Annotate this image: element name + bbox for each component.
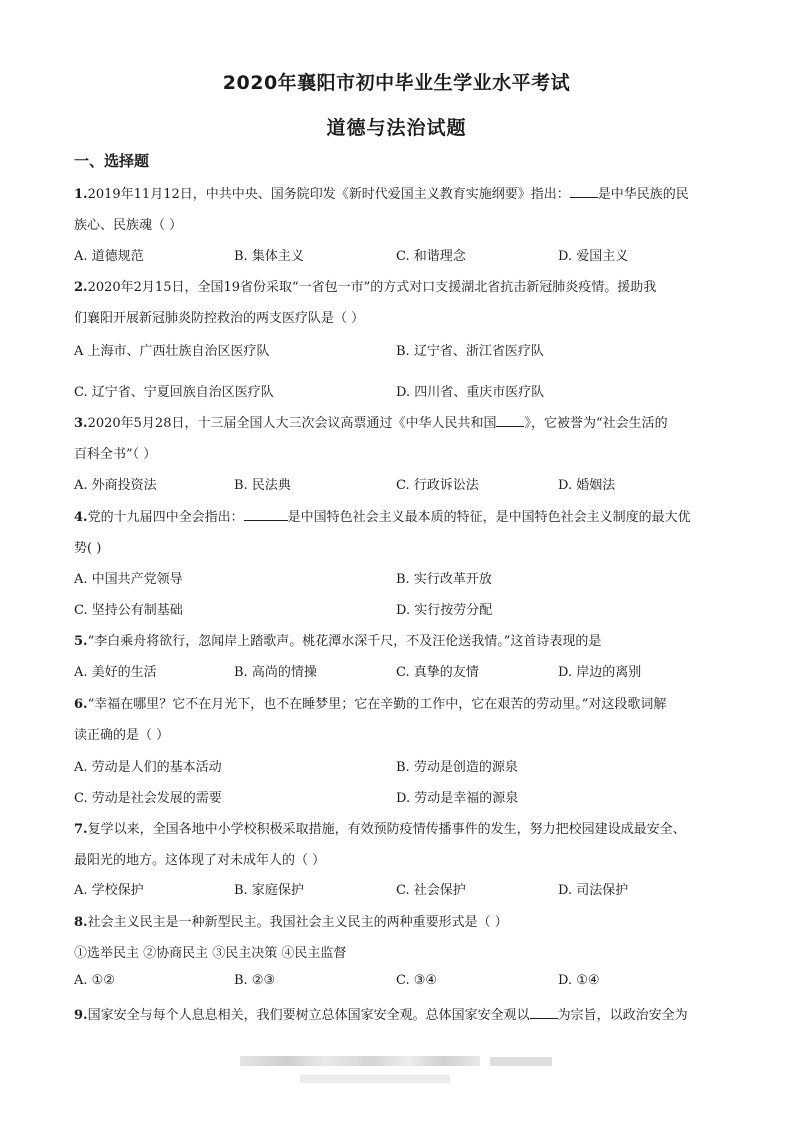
q3-option-d: D. 婚姻法 (558, 478, 616, 493)
question-3-line-2: 百科全书”（ ） (74, 447, 157, 462)
q2-option-a: A 上海市、广西壮族自治区医疗队 (74, 344, 270, 359)
question-number: 3. (74, 416, 88, 431)
question-number: 2. (74, 280, 88, 295)
exam-title: 2020年襄阳市初中毕业生学业水平考试 (222, 72, 571, 94)
answer-blank (496, 414, 524, 427)
question-number: 1. (74, 187, 88, 202)
question-7-line-1: 7.复学以来，全国各地中小学校积极采取措施，有效预防疫情传播事件的发生，努力把校园建设成最安全、 (74, 822, 686, 837)
q7-option-a: A. 学校保护 (74, 883, 144, 898)
q5-option-c: C. 真挚的友情 (396, 665, 479, 680)
question-4-line-2: 势( ) (74, 541, 102, 556)
q8-option-c: C. ③④ (396, 973, 438, 988)
q4-option-d: D. 实行按劳分配 (396, 603, 493, 618)
q1-option-a: A. 道德规范 (74, 249, 144, 264)
q6-option-a: A. 劳动是人们的基本活动 (74, 760, 222, 775)
q7-option-b: B. 家庭保护 (234, 883, 304, 898)
q4-option-b: B. 实行改革开放 (396, 572, 492, 587)
q3-option-a: A. 外商投资法 (74, 478, 157, 493)
q3-option-c: C. 行政诉讼法 (396, 478, 479, 493)
section-heading: 一、选择题 (74, 152, 150, 170)
question-number: 8. (74, 915, 88, 930)
question-1-line-1: 1.2019年11月12日，中共中央、国务院印发《新时代爱国主义教育实施纲要》指出： 是中华民族的民 (74, 187, 689, 202)
q8-option-b: B. ②③ (234, 973, 276, 988)
question-5-line-1: 5.“李白乘舟将欲行，忽闻岸上踏歌声。桃花潭水深千尺，不及汪伦送我情。”这首诗表现的是 (74, 634, 602, 649)
q1-option-d: D. 爱国主义 (558, 249, 629, 264)
q5-option-b: B. 高尚的情操 (234, 665, 317, 680)
question-7-line-2: 最阳光的地方。这体现了对未成年人的（ ） (74, 853, 326, 868)
question-number: 9. (74, 1008, 88, 1023)
question-number: 7. (74, 822, 88, 837)
footer-watermark-sub (300, 1075, 450, 1083)
question-number: 4. (74, 510, 88, 525)
answer-blank (570, 185, 598, 198)
q7-option-c: C. 社会保护 (396, 883, 466, 898)
answer-blank (530, 1006, 558, 1019)
q4-option-a: A. 中国共产党领导 (74, 572, 183, 587)
q8-option-a: A. ①② (74, 973, 115, 988)
question-number: 6. (74, 697, 88, 712)
footer-watermark-tail (490, 1057, 552, 1066)
question-8-line-2: ①选举民主 ②协商民主 ③民主决策 ④民主监督 (74, 946, 347, 961)
q7-option-d: D. 司法保护 (558, 883, 629, 898)
question-4-line-1: 4.党的十九届四中全会指出： 是中国特色社会主义最本质的特征，是中国特色社会主义制度的最大优 (74, 510, 691, 525)
question-6-line-1: 6.“幸福在哪里？它不在月光下，也不在睡梦里；它在辛勤的工作中，它在艰苦的劳动里。”对这段歌词解 (74, 697, 667, 712)
question-9-line-1: 9.国家安全与每个人息息相关，我们要树立总体国家安全观。总体国家安全观以 为宗旨，以政治安全为 (74, 1008, 688, 1023)
footer-watermark (240, 1056, 480, 1066)
q6-option-c: C. 劳动是社会发展的需要 (74, 791, 222, 806)
question-2-line-2: 们襄阳开展新冠肺炎防控救治的两支医疗队是（ ） (74, 311, 365, 326)
q6-option-d: D. 劳动是幸福的源泉 (396, 791, 519, 806)
answer-blank (244, 508, 288, 521)
q6-option-b: B. 劳动是创造的源泉 (396, 760, 518, 775)
q1-option-b: B. 集体主义 (234, 249, 304, 264)
question-8-line-1: 8.社会主义民主是一种新型民主。我国社会主义民主的两种重要形式是（ ） (74, 915, 508, 930)
question-1-line-2: 族心、民族魂（ ） (74, 218, 183, 233)
q2-option-d: D. 四川省、重庆市医疗队 (396, 385, 545, 400)
q5-option-a: A. 美好的生活 (74, 665, 157, 680)
question-6-line-2: 读正确的是（ ） (74, 728, 170, 743)
q4-option-c: C. 坚持公有制基础 (74, 603, 183, 618)
q8-option-d: D. ①④ (558, 973, 600, 988)
q2-option-b: B. 辽宁省、浙江省医疗队 (396, 344, 544, 359)
q1-option-c: C. 和谐理念 (396, 249, 466, 264)
question-3-line-1: 3.2020年5月28日，十三届全国人大三次会议高票通过《中华人民共和国 》，它被誉为“社会生活的 (74, 416, 668, 431)
question-number: 5. (74, 634, 88, 649)
q2-option-c: C. 辽宁省、宁夏回族自治区医疗队 (74, 385, 274, 400)
question-2-line-1: 2.2020年2月15日，全国19省份采取“一省包一市”的方式对口支援湖北省抗击新冠肺炎疫情。援助我 (74, 280, 657, 295)
q3-option-b: B. 民法典 (234, 478, 291, 493)
exam-subtitle: 道德与法治试题 (326, 117, 467, 139)
q5-option-d: D. 岸边的离别 (558, 665, 642, 680)
